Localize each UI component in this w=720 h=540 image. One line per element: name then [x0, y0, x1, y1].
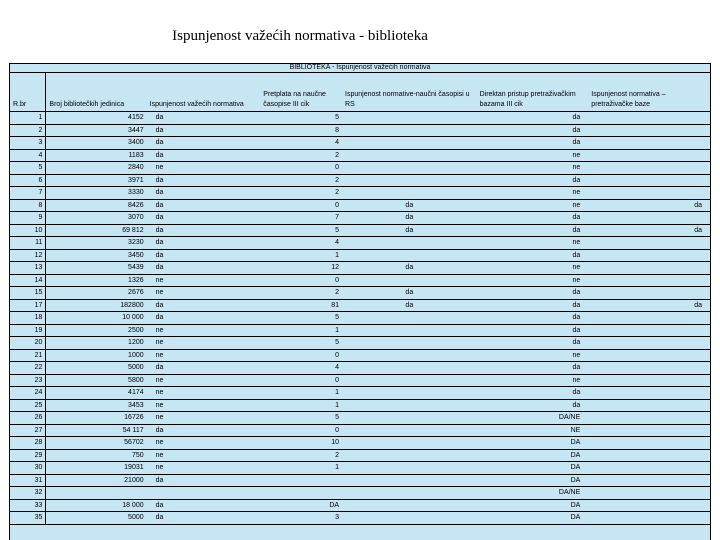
cell-direktan-pristup: da	[477, 312, 589, 325]
cell-pretplata: 2	[260, 174, 342, 187]
table-row	[10, 274, 710, 287]
cell-ispunjenost-casopisi	[342, 112, 477, 125]
cell-pretplata: 5	[260, 337, 342, 350]
cell-ispunjenost-normativa: ne	[147, 274, 261, 287]
cell-pretplata: 8	[260, 124, 342, 137]
header-row	[10, 72, 710, 112]
cell-ispunjenost-baze	[588, 324, 710, 337]
table-row	[10, 249, 710, 262]
table-row	[10, 324, 710, 337]
cell-ispunjenost-baze	[588, 512, 710, 525]
cell-ispunjenost-baze	[588, 412, 710, 425]
cell-ispunjenost-baze	[588, 262, 710, 275]
cell-ispunjenost-normativa: da	[147, 424, 261, 437]
cell-ispunjenost-casopisi	[342, 137, 477, 150]
cell-broj-jedinica: 5000	[46, 362, 147, 375]
cell-direktan-pristup: DA	[477, 474, 589, 487]
cell-broj-jedinica: 1326	[46, 274, 147, 287]
cell-direktan-pristup: DA	[477, 449, 589, 462]
cell-broj-jedinica: 3450	[46, 249, 147, 262]
cell-direktan-pristup: da	[477, 287, 589, 300]
cell-ispunjenost-normativa: da	[147, 237, 261, 250]
cell-rbr: 33	[10, 499, 46, 512]
cell-direktan-pristup: DA/NE	[477, 487, 589, 500]
cell-ispunjenost-baze	[588, 362, 710, 375]
cell-ispunjenost-baze	[588, 274, 710, 287]
cell-rbr: 29	[10, 449, 46, 462]
cell-rbr: 1	[10, 112, 46, 125]
cell-ispunjenost-normativa: ne	[147, 387, 261, 400]
cell-broj-jedinica: 10 000	[46, 312, 147, 325]
cell-ispunjenost-casopisi	[342, 374, 477, 387]
cell-broj-jedinica: 56702	[46, 437, 147, 450]
cell-pretplata: 1	[260, 462, 342, 475]
cell-pretplata: 2	[260, 287, 342, 300]
cell-ispunjenost-baze	[588, 312, 710, 325]
spreadsheet	[9, 63, 711, 540]
cell-direktan-pristup: da	[477, 112, 589, 125]
cell-ispunjenost-normativa: da	[147, 187, 261, 200]
cell-direktan-pristup: NE	[477, 424, 589, 437]
table-body	[10, 112, 710, 525]
cell-pretplata: 81	[260, 299, 342, 312]
table-row	[10, 387, 710, 400]
cell-ispunjenost-casopisi	[342, 512, 477, 525]
cell-ispunjenost-casopisi	[342, 149, 477, 162]
cell-rbr: 7	[10, 187, 46, 200]
table-row	[10, 337, 710, 350]
header-ispunjenost-normativa: Ispunjenost važećih normativa	[147, 72, 261, 112]
table-row	[10, 262, 710, 275]
cell-ispunjenost-normativa: da	[147, 124, 261, 137]
cell-direktan-pristup: da	[477, 137, 589, 150]
cell-ispunjenost-casopisi	[342, 324, 477, 337]
cell-ispunjenost-baze	[588, 112, 710, 125]
cell-ispunjenost-normativa: da	[147, 512, 261, 525]
cell-ispunjenost-baze	[588, 424, 710, 437]
cell-ispunjenost-baze	[588, 487, 710, 500]
cell-rbr: 10	[10, 224, 46, 237]
cell-rbr: 28	[10, 437, 46, 450]
cell-ispunjenost-baze	[588, 449, 710, 462]
cell-ispunjenost-normativa: da	[147, 212, 261, 225]
cell-ispunjenost-normativa: da	[147, 362, 261, 375]
table-row	[10, 349, 710, 362]
cell-broj-jedinica: 4174	[46, 387, 147, 400]
cell-rbr: 26	[10, 412, 46, 425]
cell-ispunjenost-casopisi	[342, 499, 477, 512]
cell-rbr: 14	[10, 274, 46, 287]
cell-pretplata: 1	[260, 249, 342, 262]
cell-broj-jedinica: 18 000	[46, 499, 147, 512]
table-row	[10, 174, 710, 187]
cell-ispunjenost-normativa: da	[147, 149, 261, 162]
cell-ispunjenost-baze	[588, 249, 710, 262]
cell-rbr: 35	[10, 512, 46, 525]
cell-ispunjenost-normativa: da	[147, 112, 261, 125]
cell-ispunjenost-normativa: da	[147, 262, 261, 275]
cell-direktan-pristup: da	[477, 124, 589, 137]
cell-pretplata: 0	[260, 424, 342, 437]
cell-ispunjenost-baze	[588, 337, 710, 350]
cell-broj-jedinica: 2676	[46, 287, 147, 300]
cell-ispunjenost-baze: da	[588, 224, 710, 237]
cell-broj-jedinica: 3400	[46, 137, 147, 150]
cell-ispunjenost-casopisi	[342, 449, 477, 462]
cell-ispunjenost-normativa: ne	[147, 412, 261, 425]
cell-ispunjenost-normativa: ne	[147, 287, 261, 300]
table-row	[10, 112, 710, 125]
cell-pretplata: 4	[260, 137, 342, 150]
cell-broj-jedinica: 182800	[46, 299, 147, 312]
cell-ispunjenost-casopisi	[342, 187, 477, 200]
cell-broj-jedinica: 2840	[46, 162, 147, 175]
cell-broj-jedinica: 54 117	[46, 424, 147, 437]
cell-pretplata: 2	[260, 187, 342, 200]
cell-ispunjenost-normativa: da	[147, 499, 261, 512]
cell-rbr: 2	[10, 124, 46, 137]
cell-rbr: 22	[10, 362, 46, 375]
cell-direktan-pristup: da	[477, 212, 589, 225]
cell-direktan-pristup: da	[477, 174, 589, 187]
cell-rbr: 4	[10, 149, 46, 162]
table-row	[10, 224, 710, 237]
table-row	[10, 499, 710, 512]
header-ispunjenost-baze: Ispunjenost normativa – pretraživačke baze	[588, 72, 710, 112]
cell-ispunjenost-casopisi	[342, 162, 477, 175]
cell-ispunjenost-normativa: ne	[147, 449, 261, 462]
cell-ispunjenost-casopisi: da	[342, 199, 477, 212]
cell-ispunjenost-baze: da	[588, 299, 710, 312]
cell-ispunjenost-baze	[588, 149, 710, 162]
cell-rbr: 23	[10, 374, 46, 387]
table-caption: BIBLIOTEKA - Ispunjenost važećih normativa	[10, 64, 710, 73]
cell-ispunjenost-baze	[588, 162, 710, 175]
cell-pretplata: 0	[260, 349, 342, 362]
cell-ispunjenost-normativa: da	[147, 137, 261, 150]
table-row	[10, 437, 710, 450]
cell-rbr: 8	[10, 199, 46, 212]
table-row	[10, 424, 710, 437]
cell-ispunjenost-baze	[588, 374, 710, 387]
cell-direktan-pristup: da	[477, 337, 589, 350]
cell-ispunjenost-normativa: da	[147, 224, 261, 237]
table-row	[10, 149, 710, 162]
cell-direktan-pristup: DA	[477, 499, 589, 512]
cell-rbr: 9	[10, 212, 46, 225]
cell-rbr: 20	[10, 337, 46, 350]
cell-rbr: 27	[10, 424, 46, 437]
cell-pretplata: 5	[260, 224, 342, 237]
cell-rbr: 19	[10, 324, 46, 337]
cell-broj-jedinica: 750	[46, 449, 147, 462]
cell-broj-jedinica: 8426	[46, 199, 147, 212]
cell-direktan-pristup: ne	[477, 374, 589, 387]
cell-ispunjenost-casopisi	[342, 474, 477, 487]
cell-direktan-pristup: ne	[477, 262, 589, 275]
cell-broj-jedinica: 1183	[46, 149, 147, 162]
cell-rbr: 15	[10, 287, 46, 300]
table-row	[10, 487, 710, 500]
page-title: Ispunjenost važećih normativa - biblioteka	[172, 28, 428, 44]
cell-broj-jedinica: 5000	[46, 512, 147, 525]
cell-direktan-pristup: ne	[477, 274, 589, 287]
cell-direktan-pristup: da	[477, 324, 589, 337]
cell-rbr: 31	[10, 474, 46, 487]
cell-direktan-pristup: da	[477, 299, 589, 312]
cell-pretplata: 1	[260, 399, 342, 412]
cell-ispunjenost-normativa: da	[147, 474, 261, 487]
cell-broj-jedinica: 5800	[46, 374, 147, 387]
cell-broj-jedinica: 21000	[46, 474, 147, 487]
cell-pretplata: 5	[260, 112, 342, 125]
cell-ispunjenost-baze	[588, 499, 710, 512]
table-row	[10, 512, 710, 525]
normative-table	[10, 72, 710, 525]
cell-direktan-pristup: DA	[477, 512, 589, 525]
cell-ispunjenost-normativa: da	[147, 299, 261, 312]
header-rbr: R.br	[10, 72, 46, 112]
cell-pretplata: 1	[260, 324, 342, 337]
cell-ispunjenost-casopisi: da	[342, 212, 477, 225]
cell-ispunjenost-casopisi	[342, 487, 477, 500]
cell-ispunjenost-casopisi: da	[342, 299, 477, 312]
cell-ispunjenost-casopisi	[342, 362, 477, 375]
header-pretplata: Pretplata na naučne časopise III cik	[260, 72, 342, 112]
cell-broj-jedinica: 69 812	[46, 224, 147, 237]
table-row	[10, 199, 710, 212]
table-row	[10, 212, 710, 225]
cell-broj-jedinica: 3453	[46, 399, 147, 412]
table-row	[10, 299, 710, 312]
cell-rbr: 24	[10, 387, 46, 400]
table-row	[10, 412, 710, 425]
cell-ispunjenost-casopisi	[342, 274, 477, 287]
cell-direktan-pristup: ne	[477, 149, 589, 162]
cell-ispunjenost-baze	[588, 437, 710, 450]
cell-ispunjenost-normativa: ne	[147, 437, 261, 450]
cell-ispunjenost-normativa: ne	[147, 324, 261, 337]
cell-ispunjenost-normativa: da	[147, 174, 261, 187]
cell-direktan-pristup: ne	[477, 237, 589, 250]
cell-pretplata: 0	[260, 162, 342, 175]
cell-ispunjenost-baze	[588, 474, 710, 487]
cell-pretplata: DA	[260, 499, 342, 512]
header-direktan-pristup: Direktan pristup pretraživačkim bazama III cik	[477, 72, 589, 112]
header-ispunjenost-casopisi: Ispunjenost normative-naučni časopisi u RS	[342, 72, 477, 112]
cell-pretplata: 4	[260, 362, 342, 375]
table-row	[10, 362, 710, 375]
cell-ispunjenost-baze: da	[588, 199, 710, 212]
cell-pretplata: 2	[260, 449, 342, 462]
cell-ispunjenost-normativa: ne	[147, 462, 261, 475]
cell-direktan-pristup: da	[477, 362, 589, 375]
cell-pretplata: 0	[260, 274, 342, 287]
header-broj-jedinica: Broj bibliotečkih jedinica	[46, 72, 147, 112]
cell-ispunjenost-casopisi	[342, 412, 477, 425]
cell-direktan-pristup: DA	[477, 437, 589, 450]
table-row	[10, 162, 710, 175]
cell-broj-jedinica: 1200	[46, 337, 147, 350]
cell-rbr: 17	[10, 299, 46, 312]
cell-broj-jedinica: 19031	[46, 462, 147, 475]
cell-ispunjenost-casopisi: da	[342, 262, 477, 275]
cell-pretplata: 3	[260, 512, 342, 525]
cell-ispunjenost-casopisi	[342, 237, 477, 250]
table-row	[10, 399, 710, 412]
cell-ispunjenost-casopisi	[342, 124, 477, 137]
cell-pretplata: 7	[260, 212, 342, 225]
table-row	[10, 124, 710, 137]
cell-ispunjenost-normativa: da	[147, 249, 261, 262]
cell-ispunjenost-normativa: ne	[147, 399, 261, 412]
cell-ispunjenost-casopisi	[342, 174, 477, 187]
cell-broj-jedinica: 2500	[46, 324, 147, 337]
table-row	[10, 462, 710, 475]
cell-ispunjenost-baze	[588, 137, 710, 150]
cell-ispunjenost-normativa	[147, 487, 261, 500]
cell-ispunjenost-normativa: ne	[147, 337, 261, 350]
cell-ispunjenost-baze	[588, 349, 710, 362]
cell-ispunjenost-normativa: ne	[147, 349, 261, 362]
cell-ispunjenost-casopisi	[342, 312, 477, 325]
cell-broj-jedinica: 16726	[46, 412, 147, 425]
cell-pretplata	[260, 474, 342, 487]
cell-ispunjenost-casopisi	[342, 424, 477, 437]
cell-ispunjenost-baze	[588, 462, 710, 475]
cell-rbr: 3	[10, 137, 46, 150]
cell-direktan-pristup: ne	[477, 162, 589, 175]
cell-direktan-pristup: da	[477, 387, 589, 400]
cell-broj-jedinica: 3070	[46, 212, 147, 225]
cell-pretplata: 1	[260, 387, 342, 400]
cell-broj-jedinica: 3230	[46, 237, 147, 250]
cell-direktan-pristup: DA/NE	[477, 412, 589, 425]
table-row	[10, 187, 710, 200]
cell-ispunjenost-baze	[588, 387, 710, 400]
table-row	[10, 287, 710, 300]
cell-broj-jedinica: 3330	[46, 187, 147, 200]
cell-ispunjenost-casopisi: da	[342, 287, 477, 300]
cell-pretplata: 5	[260, 412, 342, 425]
cell-rbr: 18	[10, 312, 46, 325]
cell-ispunjenost-baze	[588, 187, 710, 200]
cell-broj-jedinica: 5439	[46, 262, 147, 275]
cell-direktan-pristup: da	[477, 249, 589, 262]
cell-broj-jedinica: 1000	[46, 349, 147, 362]
cell-rbr: 21	[10, 349, 46, 362]
cell-ispunjenost-baze	[588, 212, 710, 225]
cell-direktan-pristup: da	[477, 399, 589, 412]
cell-rbr: 32	[10, 487, 46, 500]
cell-pretplata: 5	[260, 312, 342, 325]
cell-ispunjenost-casopisi	[342, 387, 477, 400]
cell-ispunjenost-normativa: da	[147, 199, 261, 212]
cell-pretplata: 0	[260, 199, 342, 212]
table-row	[10, 374, 710, 387]
cell-ispunjenost-normativa: ne	[147, 162, 261, 175]
cell-ispunjenost-normativa: ne	[147, 374, 261, 387]
cell-ispunjenost-casopisi: da	[342, 224, 477, 237]
cell-direktan-pristup: ne	[477, 349, 589, 362]
cell-direktan-pristup: da	[477, 224, 589, 237]
cell-rbr: 13	[10, 262, 46, 275]
cell-broj-jedinica	[46, 487, 147, 500]
cell-broj-jedinica: 4152	[46, 112, 147, 125]
cell-direktan-pristup: ne	[477, 187, 589, 200]
cell-rbr: 25	[10, 399, 46, 412]
cell-ispunjenost-baze	[588, 399, 710, 412]
table-row	[10, 137, 710, 150]
cell-direktan-pristup: DA	[477, 462, 589, 475]
table-row	[10, 449, 710, 462]
cell-rbr: 30	[10, 462, 46, 475]
cell-ispunjenost-casopisi	[342, 437, 477, 450]
cell-pretplata: 4	[260, 237, 342, 250]
cell-ispunjenost-casopisi	[342, 249, 477, 262]
cell-direktan-pristup: ne	[477, 199, 589, 212]
cell-rbr: 5	[10, 162, 46, 175]
table-row	[10, 237, 710, 250]
cell-ispunjenost-normativa: da	[147, 312, 261, 325]
cell-broj-jedinica: 3447	[46, 124, 147, 137]
table-row	[10, 474, 710, 487]
cell-ispunjenost-baze	[588, 287, 710, 300]
cell-rbr: 6	[10, 174, 46, 187]
cell-ispunjenost-baze	[588, 237, 710, 250]
cell-pretplata: 2	[260, 149, 342, 162]
cell-ispunjenost-casopisi	[342, 349, 477, 362]
cell-broj-jedinica: 3971	[46, 174, 147, 187]
cell-ispunjenost-casopisi	[342, 337, 477, 350]
cell-ispunjenost-baze	[588, 174, 710, 187]
cell-ispunjenost-casopisi	[342, 399, 477, 412]
cell-pretplata: 10	[260, 437, 342, 450]
cell-ispunjenost-baze	[588, 124, 710, 137]
table-row	[10, 312, 710, 325]
cell-pretplata	[260, 487, 342, 500]
cell-rbr: 12	[10, 249, 46, 262]
cell-pretplata: 12	[260, 262, 342, 275]
cell-ispunjenost-casopisi	[342, 462, 477, 475]
cell-rbr: 11	[10, 237, 46, 250]
cell-pretplata: 0	[260, 374, 342, 387]
